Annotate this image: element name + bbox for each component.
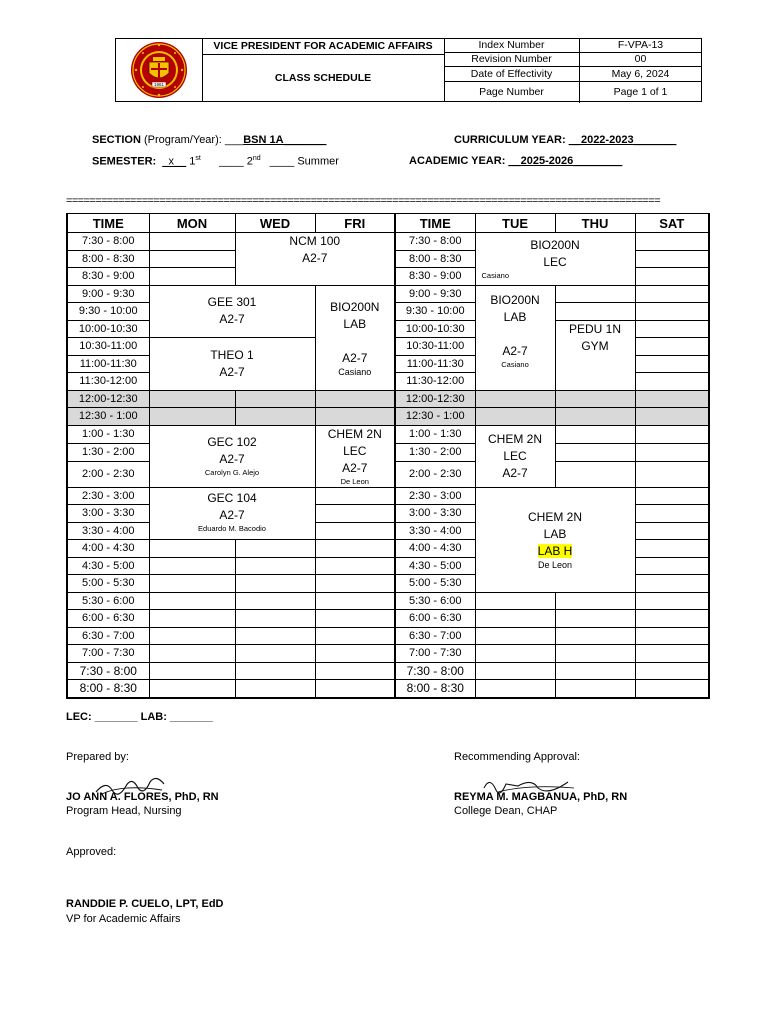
meta-row-index	[444, 39, 701, 53]
fri-cell	[315, 627, 395, 645]
semester-summer: Summer	[297, 155, 339, 168]
class-block-bio200n-lab-fri	[315, 285, 395, 390]
sat-cell	[635, 592, 709, 610]
class-code: BIO200N	[490, 292, 540, 307]
sat-cell	[635, 390, 709, 408]
class-instructor: De Leon	[340, 476, 369, 486]
separator-line: ======================================================================================================	[66, 196, 661, 206]
time-cell: 8:30 - 9:00	[67, 268, 149, 286]
wed-cell	[235, 540, 315, 558]
time-cell: 6:00 - 6:30	[67, 610, 149, 628]
prepared-by-label: Prepared by:	[66, 751, 129, 763]
table-row	[67, 233, 709, 251]
section-sublabel: (Program/Year):	[143, 134, 222, 146]
meta-row-revision	[444, 53, 701, 67]
meta-row-effectivity	[444, 67, 701, 82]
wed-cell	[235, 557, 315, 575]
tue-cell	[475, 662, 555, 680]
fri-cell	[315, 390, 395, 408]
mon-cell	[149, 575, 235, 593]
mon-cell	[149, 680, 235, 698]
class-room: A2-7	[342, 460, 368, 475]
class-room-highlighted: LAB H	[537, 544, 573, 558]
table-row	[67, 487, 709, 505]
approved-name: RANDDIE P. CUELO, LPT, EdD	[66, 898, 224, 910]
table-row	[67, 627, 709, 645]
class-instructor: Casiano	[501, 359, 529, 369]
sat-cell	[635, 320, 709, 338]
time-cell: 6:30 - 7:00	[67, 627, 149, 645]
class-room: A2-7	[342, 350, 368, 365]
mon-cell	[149, 540, 235, 558]
mon-cell	[149, 233, 235, 251]
thu-cell	[555, 680, 635, 698]
sat-cell	[635, 355, 709, 373]
fri-cell	[315, 557, 395, 575]
time-cell: 2:30 - 3:00	[395, 487, 475, 505]
section-label: SECTION	[92, 134, 141, 146]
tue-cell	[475, 610, 555, 628]
prepared-by-name: JO ANN A. FLORES, PhD, RN	[66, 791, 219, 803]
time-cell: 5:30 - 6:00	[395, 592, 475, 610]
logo-year: 1961	[153, 82, 165, 87]
fri-cell	[315, 487, 395, 505]
thu-cell	[555, 425, 635, 443]
wed-cell	[235, 627, 315, 645]
time-cell: 5:00 - 5:30	[67, 575, 149, 593]
class-block-bio200n-lec-tue	[475, 233, 635, 286]
sat-cell	[635, 540, 709, 558]
lec-lab-totals: LEC: _______ LAB: _______	[66, 711, 213, 723]
time-cell: 11:30-12:00	[395, 373, 475, 391]
time-cell: 11:00-11:30	[67, 355, 149, 373]
sat-cell	[635, 575, 709, 593]
meta-value: F-VPA-13	[617, 39, 664, 51]
semester-label: SEMESTER:	[92, 155, 157, 168]
semester-first: 1	[189, 155, 196, 168]
class-type: LAB	[503, 309, 527, 324]
time-cell: 3:00 - 3:30	[395, 505, 475, 523]
thu-cell	[555, 610, 635, 628]
table-row	[67, 592, 709, 610]
class-block-theo1	[149, 338, 315, 391]
table-row	[67, 610, 709, 628]
time-cell: 8:00 - 8:30	[395, 250, 475, 268]
section-line: SECTION (Program/Year): ___BSN 1A_______	[92, 134, 327, 146]
thu-cell	[555, 461, 635, 487]
meta-value: 00	[634, 53, 647, 65]
mon-cell	[149, 250, 235, 268]
time-cell: 7:00 - 7:30	[67, 645, 149, 663]
class-type: LEC	[503, 448, 527, 463]
class-code: NCM 100	[289, 234, 341, 248]
header-row	[67, 214, 709, 233]
sat-cell	[635, 627, 709, 645]
time-cell: 4:30 - 5:00	[395, 557, 475, 575]
time-cell: 9:30 - 10:00	[67, 303, 149, 321]
class-room: A2-7	[219, 312, 245, 327]
fri-cell	[315, 522, 395, 540]
curriculum-line: CURRICULUM YEAR: __2022-2023_______	[454, 134, 677, 146]
class-type: LEC	[543, 254, 567, 269]
mon-cell	[149, 610, 235, 628]
class-room: GYM	[581, 338, 609, 353]
class-block-gec102	[149, 425, 315, 487]
time-cell: 5:00 - 5:30	[395, 575, 475, 593]
thu-cell	[555, 303, 635, 321]
time-cell: 12:30 - 1:00	[67, 408, 149, 426]
thu-cell	[555, 662, 635, 680]
table-row-lunch	[67, 390, 709, 408]
time-cell: 10:30-11:00	[395, 338, 475, 356]
class-room: A2-7	[302, 251, 328, 265]
sat-cell	[635, 285, 709, 303]
sat-cell	[635, 461, 709, 487]
class-instructor: Casiano	[338, 366, 372, 377]
wed-cell	[235, 645, 315, 663]
col-header-fri: FRI	[315, 214, 395, 233]
logo-cell	[116, 39, 203, 101]
time-cell: 8:00 - 8:30	[395, 680, 475, 698]
recommending-approval-label: Recommending Approval:	[454, 751, 580, 763]
class-room: A2-7	[502, 465, 528, 480]
wed-cell	[235, 390, 315, 408]
table-row	[67, 645, 709, 663]
class-code: THEO 1	[210, 347, 254, 362]
thu-cell	[555, 592, 635, 610]
wed-cell	[235, 610, 315, 628]
sat-cell	[635, 645, 709, 663]
class-code: BIO200N	[330, 299, 380, 314]
mon-cell	[149, 390, 235, 408]
thu-cell	[555, 285, 635, 303]
time-cell: 10:30-11:00	[67, 338, 149, 356]
class-room: A2-7	[219, 452, 245, 466]
time-cell: 2:00 - 2:30	[67, 461, 149, 487]
time-cell: 11:30-12:00	[67, 373, 149, 391]
time-cell: 8:00 - 8:30	[67, 680, 149, 698]
meta-row-page	[444, 82, 701, 103]
wed-cell	[235, 680, 315, 698]
time-cell: 1:00 - 1:30	[67, 425, 149, 443]
fri-cell	[315, 610, 395, 628]
fri-cell	[315, 505, 395, 523]
thu-cell	[555, 408, 635, 426]
document-header	[115, 38, 702, 102]
class-block-pedu1n	[555, 320, 635, 390]
office-name: VICE PRESIDENT FOR ACADEMIC AFFAIRS	[202, 39, 444, 55]
time-cell: 10:00-10:30	[67, 320, 149, 338]
sat-cell	[635, 522, 709, 540]
class-instructor: Casiano	[481, 270, 510, 280]
class-instructor: Eduardo M. Bacodio	[198, 523, 266, 533]
academic-year-label: ACADEMIC YEAR:	[409, 155, 506, 167]
class-block-bio200n-lab-tue	[475, 285, 555, 390]
class-block-ncm100	[235, 233, 395, 286]
wed-cell	[235, 662, 315, 680]
time-cell: 6:00 - 6:30	[395, 610, 475, 628]
university-seal-logo	[116, 39, 202, 101]
approved-role: VP for Academic Affairs	[66, 913, 181, 925]
semester-line: SEMESTER: _x__ 1st ____ 2nd ____ Summer	[92, 155, 339, 168]
time-cell: 12:00-12:30	[395, 390, 475, 408]
tue-cell	[475, 592, 555, 610]
sat-cell	[635, 443, 709, 461]
sat-cell	[635, 662, 709, 680]
semester-second-sup: nd	[252, 155, 261, 162]
time-cell: 7:00 - 7:30	[395, 645, 475, 663]
class-block-chem2n-lec-fri	[315, 425, 395, 487]
class-code: PEDU 1N	[568, 321, 621, 336]
meta-key: Index Number	[444, 39, 580, 52]
tue-cell	[475, 627, 555, 645]
time-cell: 7:30 - 8:00	[395, 233, 475, 251]
time-cell: 10:00-10:30	[395, 320, 475, 338]
class-code: GEE 301	[207, 295, 257, 310]
sat-cell	[635, 373, 709, 391]
time-cell: 8:00 - 8:30	[67, 250, 149, 268]
meta-key: Page Number	[444, 82, 580, 103]
class-block-gec104	[149, 487, 315, 540]
class-instructor: De Leon	[537, 560, 573, 570]
wed-cell	[235, 592, 315, 610]
class-type: LEC	[343, 443, 367, 458]
class-code: CHEM 2N	[487, 431, 542, 446]
meta-key: Revision Number	[444, 53, 580, 66]
recommending-approval-role: College Dean, CHAP	[454, 805, 558, 817]
time-cell: 3:30 - 4:00	[395, 522, 475, 540]
mon-cell	[149, 662, 235, 680]
class-block-chem2n-lec-tue	[475, 425, 555, 487]
fri-cell	[315, 645, 395, 663]
class-type: LAB	[343, 316, 367, 331]
curriculum-value: 2022-2023	[580, 134, 634, 146]
thu-cell	[555, 627, 635, 645]
class-code: GEC 104	[207, 490, 257, 505]
document-title: CLASS SCHEDULE	[274, 72, 372, 84]
col-header-time: TIME	[395, 214, 475, 233]
mon-cell	[149, 268, 235, 286]
curriculum-label: CURRICULUM YEAR:	[454, 134, 566, 146]
time-cell: 5:30 - 6:00	[67, 592, 149, 610]
table-row	[67, 662, 709, 680]
col-header-sat: SAT	[635, 214, 709, 233]
sat-cell	[635, 557, 709, 575]
semester-mark: x	[168, 155, 174, 168]
table-row	[67, 680, 709, 698]
time-cell: 7:30 - 8:00	[67, 662, 149, 680]
fri-cell	[315, 408, 395, 426]
col-header-mon: MON	[149, 214, 235, 233]
fri-cell	[315, 592, 395, 610]
class-block-gee301	[149, 285, 315, 338]
meta-key: Date of Effectivity	[444, 67, 580, 81]
sat-cell	[635, 250, 709, 268]
recommending-approval-name: REYMA M. MAGBANUA, PhD, RN	[454, 791, 628, 803]
time-cell: 1:00 - 1:30	[395, 425, 475, 443]
meta-value: Page 1 of 1	[613, 86, 668, 98]
sat-cell	[635, 408, 709, 426]
academic-year-line: ACADEMIC YEAR: __2025-2026________	[409, 155, 623, 167]
fri-cell	[315, 680, 395, 698]
time-cell: 11:00-11:30	[395, 355, 475, 373]
mon-cell	[149, 627, 235, 645]
wed-cell	[235, 408, 315, 426]
time-cell: 6:30 - 7:00	[395, 627, 475, 645]
class-room: A2-7	[219, 364, 245, 379]
time-cell: 9:00 - 9:30	[67, 285, 149, 303]
time-cell: 2:00 - 2:30	[395, 461, 475, 487]
thu-cell	[555, 390, 635, 408]
col-header-tue: TUE	[475, 214, 555, 233]
col-header-thu: THU	[555, 214, 635, 233]
mon-cell	[149, 557, 235, 575]
class-code: BIO200N	[530, 237, 580, 252]
time-cell: 7:30 - 8:00	[67, 233, 149, 251]
wed-cell	[235, 575, 315, 593]
semester-first-sup: st	[195, 155, 201, 162]
class-code: CHEM 2N	[527, 510, 582, 524]
class-type: LAB	[543, 527, 567, 541]
fri-cell	[315, 662, 395, 680]
fri-cell	[315, 575, 395, 593]
time-cell: 1:30 - 2:00	[67, 443, 149, 461]
col-header-time: TIME	[67, 214, 149, 233]
class-instructor: Carolyn G. Alejo	[204, 468, 260, 477]
mon-cell	[149, 592, 235, 610]
semester-second: 2	[246, 155, 253, 168]
sat-cell	[635, 505, 709, 523]
tue-cell	[475, 680, 555, 698]
academic-year-value: 2025-2026	[520, 155, 574, 167]
time-cell: 4:00 - 4:30	[395, 540, 475, 558]
sat-cell	[635, 338, 709, 356]
time-cell: 4:30 - 5:00	[67, 557, 149, 575]
tue-cell	[475, 408, 555, 426]
table-row	[67, 425, 709, 443]
time-cell: 9:30 - 10:00	[395, 303, 475, 321]
time-cell: 2:30 - 3:00	[67, 487, 149, 505]
sat-cell	[635, 303, 709, 321]
fri-cell	[315, 540, 395, 558]
time-cell: 7:30 - 8:00	[395, 662, 475, 680]
schedule-table	[66, 213, 710, 699]
sat-cell	[635, 268, 709, 286]
class-block-chem2n-lab-tue	[475, 487, 635, 592]
section-value: BSN 1A	[243, 134, 284, 146]
title-cell	[202, 39, 445, 101]
prepared-by-role: Program Head, Nursing	[66, 805, 182, 817]
time-cell: 12:00-12:30	[67, 390, 149, 408]
time-cell: 9:00 - 9:30	[395, 285, 475, 303]
class-room: A2-7	[502, 343, 528, 358]
table-row-lunch	[67, 408, 709, 426]
class-code: CHEM 2N	[327, 426, 382, 441]
document-meta	[444, 39, 701, 101]
approved-label: Approved:	[66, 846, 117, 858]
time-cell: 1:30 - 2:00	[395, 443, 475, 461]
meta-value: May 6, 2024	[611, 68, 670, 80]
sat-cell	[635, 487, 709, 505]
time-cell: 8:30 - 9:00	[395, 268, 475, 286]
mon-cell	[149, 408, 235, 426]
class-code: GEC 102	[207, 435, 257, 449]
tue-cell	[475, 645, 555, 663]
sat-cell	[635, 680, 709, 698]
col-header-wed: WED	[235, 214, 315, 233]
time-cell: 3:30 - 4:00	[67, 522, 149, 540]
thu-cell	[555, 645, 635, 663]
table-row	[67, 285, 709, 303]
time-cell: 3:00 - 3:30	[67, 505, 149, 523]
tue-cell	[475, 390, 555, 408]
sat-cell	[635, 233, 709, 251]
time-cell: 4:00 - 4:30	[67, 540, 149, 558]
sat-cell	[635, 425, 709, 443]
class-room: A2-7	[219, 507, 245, 522]
mon-cell	[149, 645, 235, 663]
sat-cell	[635, 610, 709, 628]
time-cell: 12:30 - 1:00	[395, 408, 475, 426]
thu-cell	[555, 443, 635, 461]
